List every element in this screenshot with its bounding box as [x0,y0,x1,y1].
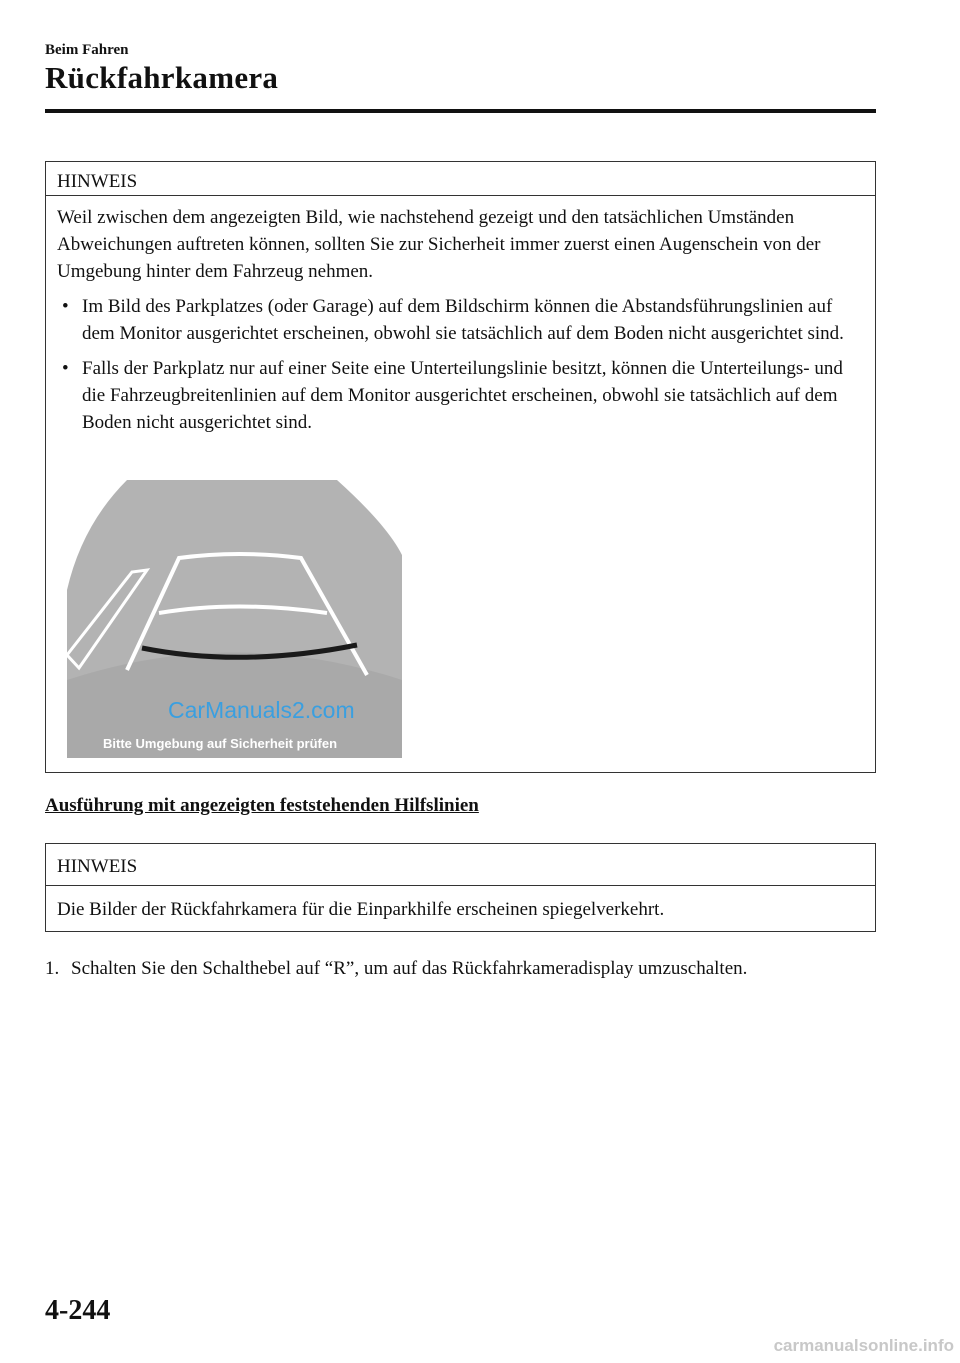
screen-caption: Bitte Umgebung auf Sicherheit prüfen [103,736,338,751]
title-divider [45,109,876,113]
note-heading: HINWEIS [46,162,875,196]
bullet-dot-icon: • [62,358,69,379]
note-bullet [57,293,864,347]
note-heading: HINWEIS [46,844,875,886]
site-watermark: carmanualsonline.info [773,1336,954,1355]
step-text: Schalten Sie den Schalthebel auf “R”, um auf das Rückfahrkameradisplay umzuschalten. [71,958,748,979]
note-bullet [57,355,864,436]
section-subheading: Ausführung mit angezeigten feststehenden Hilfslinien [45,795,479,816]
image-watermark: CarManuals2.com [168,697,355,723]
bullet-dot-icon: • [62,296,69,317]
note-box [45,843,876,932]
bullet-text: Falls der Parkplatz nur auf einer Seite eine Unterteilungslinie besitzt, können die Unterteilungs- und die Fahrzeugbreitenlinien auf dem Monitor ausgerichtet erscheinen, obwohl sie tatsächlich auf dem Boden nicht ausgerichtet sind. [82,358,843,433]
note-text: Die Bilder der Rückfahrkamera für die Einparkhilfe erscheinen spiegelverkehrt. [57,899,665,920]
bullet-text: Im Bild des Parkplatzes (oder Garage) auf dem Bildschirm können die Abstandsführungslinien auf dem Monitor ausgerichtet erscheinen, obwohl sie tatsächlich auf dem Boden nicht ausgerichtet sind. [82,296,844,344]
page-title: Rückfahrkamera [45,60,279,95]
rear-camera-screen-illustration [67,480,402,758]
note-paragraph: Weil zwischen dem angezeigten Bild, wie nachstehend gezeigt und den tatsächlichen Umständen Abweichungen auftreten können, sollten Sie zur Sicherheit immer zuerst einen Augenschein von der Umgebung hinter dem Fahrzeug nehmen. [57,207,821,282]
section-label: Beim Fahren [45,42,129,58]
page-number: 4-244 [45,1295,111,1326]
step-number: 1. [45,958,60,979]
step-item [45,955,805,983]
